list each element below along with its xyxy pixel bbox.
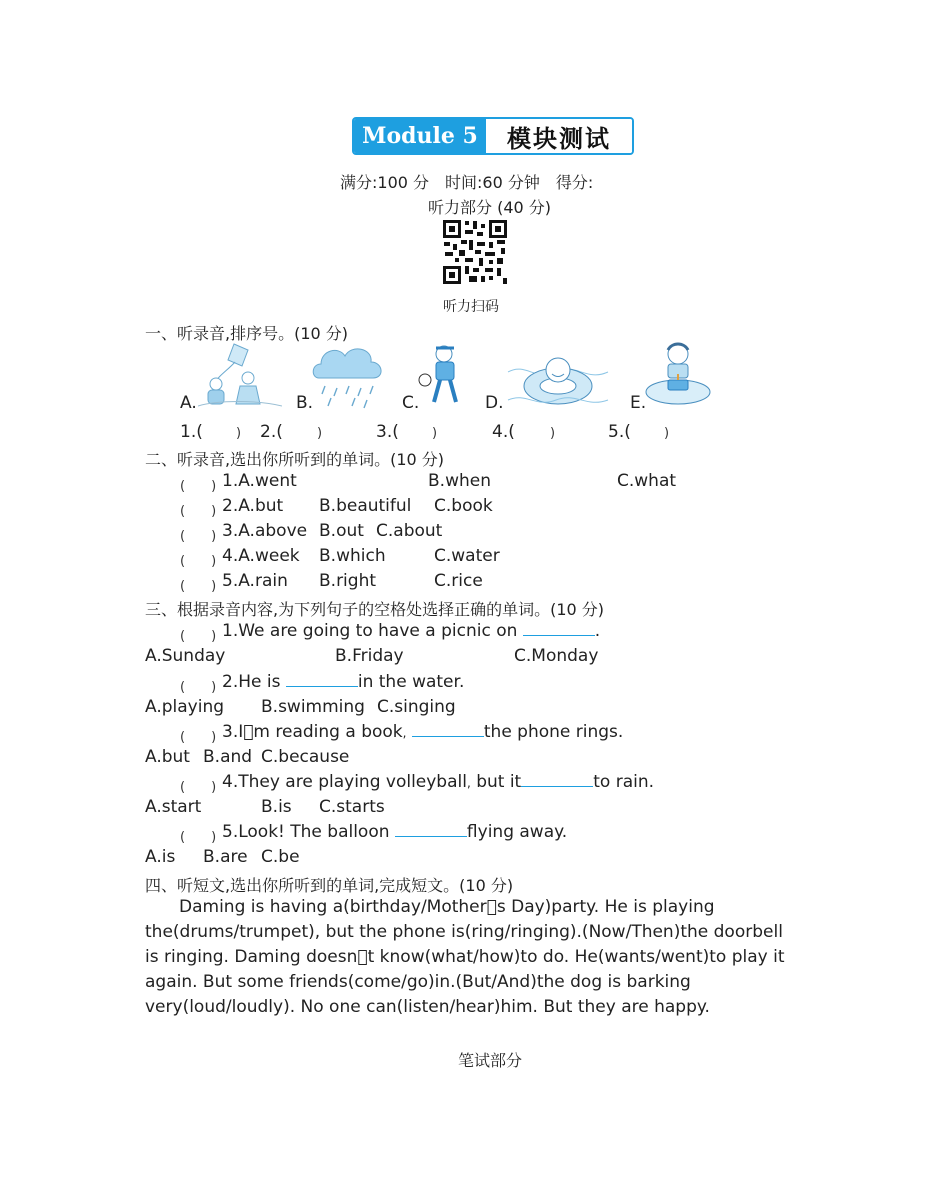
order-2-open: 2.( [260,422,283,442]
passage-line: Daming is having a(birthday/Mother s Day)party. He is playing [145,897,715,917]
p3-q2-c: C.singing [377,697,456,717]
pic-label-b: B. [296,393,314,413]
p3-paren-3: ( ) [180,730,217,745]
p2-q3-b: B.out [319,521,364,541]
p2-paren-2: ( ) [180,504,217,519]
module-label: Module 5 [354,119,486,153]
p2-q5-c: C.rice [434,571,483,591]
football-player-icon [418,340,470,410]
p3-q1-blank [523,621,595,636]
p3-q3-sentence: 3.I m reading a book, the phone rings. [222,722,624,742]
kite-children-icon [198,340,282,410]
p2-paren-5: ( ) [180,579,217,594]
passage-line: very(loud/loudly). No one can(listen/hear)him. But they are happy. [145,997,710,1017]
passage-line: again. But some friends(come/go)in.(But/And)the dog is barking [145,972,691,992]
p2-paren-1: ( ) [180,479,217,494]
p2-q4-b: B.which [319,546,386,566]
order-4-open: 4.( [492,422,515,442]
p3-q4-b: B.is [261,797,292,817]
p2-paren-4: ( ) [180,554,217,569]
p3-q2-a: A.playing [145,697,225,717]
p3-paren-5: ( ) [180,830,217,845]
order-3-open: 3.( [376,422,399,442]
part3-heading: 三、根据录音内容,为下列句子的空格处选择正确的单词。(10 分) [145,600,605,619]
pic-label-a: A. [180,393,197,413]
p3-q4-blank [521,772,593,787]
order-4-close: ) [550,426,556,441]
birthday-cake-icon [644,340,712,410]
rain-cloud-icon [311,342,385,410]
p2-q2-b: B.beautiful [319,496,412,516]
p2-paren-3: ( ) [180,529,217,544]
order-3-close: ) [432,426,438,441]
order-5-close: ) [664,426,670,441]
p3-q4-c: C.starts [319,797,385,817]
p3-q2-sentence: 2.He is in the water. [222,672,465,692]
p3-q5-sentence: 5.Look! The balloon flying away. [222,822,568,842]
p3-q1-b: B.Friday [335,646,404,666]
p3-paren-4: ( ) [180,780,217,795]
p3-q2-b: B.swimming [261,697,365,717]
p3-q2-blank [286,672,358,687]
p2-q1-a: 1.A.went [222,471,297,491]
p2-q1-b: B.when [428,471,491,491]
qr-code-icon [441,218,509,286]
part1-heading: 一、听录音,排序号。(10 分) [145,324,349,343]
p3-paren-1: ( ) [180,629,217,644]
p3-q3-b: B.and [203,747,253,767]
p2-q1-c: C.what [617,471,677,491]
written-section-title: 笔试部分 [458,1051,523,1070]
p3-q5-a: A.is [145,847,176,867]
swimming-ring-icon [506,342,610,410]
p3-q5-blank [395,822,467,837]
score-line: 满分:100 分 时间:60 分钟 得分: [340,173,594,192]
p3-q4-a: A.start [145,797,202,817]
p2-q2-c: C.book [434,496,493,516]
p3-q5-b: B.are [203,847,248,867]
pic-label-e: E. [630,393,647,413]
p2-q3-a: 3.A.above [222,521,308,541]
listening-title: 听力部分 (40 分) [428,198,552,217]
passage-line: the(drums/trumpet), but the phone is(ring/ringing).(Now/Then)the doorbell [145,922,783,942]
p3-q3-c: C.because [261,747,350,767]
p3-q1-a: A.Sunday [145,646,226,666]
part2-heading: 二、听录音,选出你所听到的单词。(10 分) [145,450,445,469]
p3-q1-c: C.Monday [514,646,599,666]
p3-paren-2: ( ) [180,680,217,695]
module-title: 模块测试 [486,119,632,153]
p2-q5-b: B.right [319,571,377,591]
qr-caption: 听力扫码 [443,299,499,315]
p3-q1-sentence: 1.We are going to have a picnic on . [222,621,601,641]
order-2-close: ) [317,426,323,441]
pic-label-c: C. [402,393,420,413]
p2-q4-c: C.water [434,546,500,566]
p3-q4-sentence: 4.They are playing volleyball, but it to rain. [222,772,655,792]
order-1-close: ) [236,426,242,441]
p2-q5-a: 5.A.rain [222,571,288,591]
passage [145,895,815,1020]
pic-label-d: D. [485,393,504,413]
part4-heading: 四、听短文,选出你所听到的单词,完成短文。(10 分) [145,876,514,895]
module-banner [352,117,634,155]
order-5-open: 5.( [608,422,631,442]
p2-q3-c: C.about [376,521,443,541]
p3-q3-a: A.but [145,747,190,767]
passage-line: is ringing. Daming doesn t know(what/how)to do. He(wants/went)to play it [145,947,785,967]
p3-q5-c: C.be [261,847,300,867]
p2-q4-a: 4.A.week [222,546,300,566]
p3-q3-blank [412,722,484,737]
p2-q2-a: 2.A.but [222,496,284,516]
order-1-open: 1.( [180,422,203,442]
